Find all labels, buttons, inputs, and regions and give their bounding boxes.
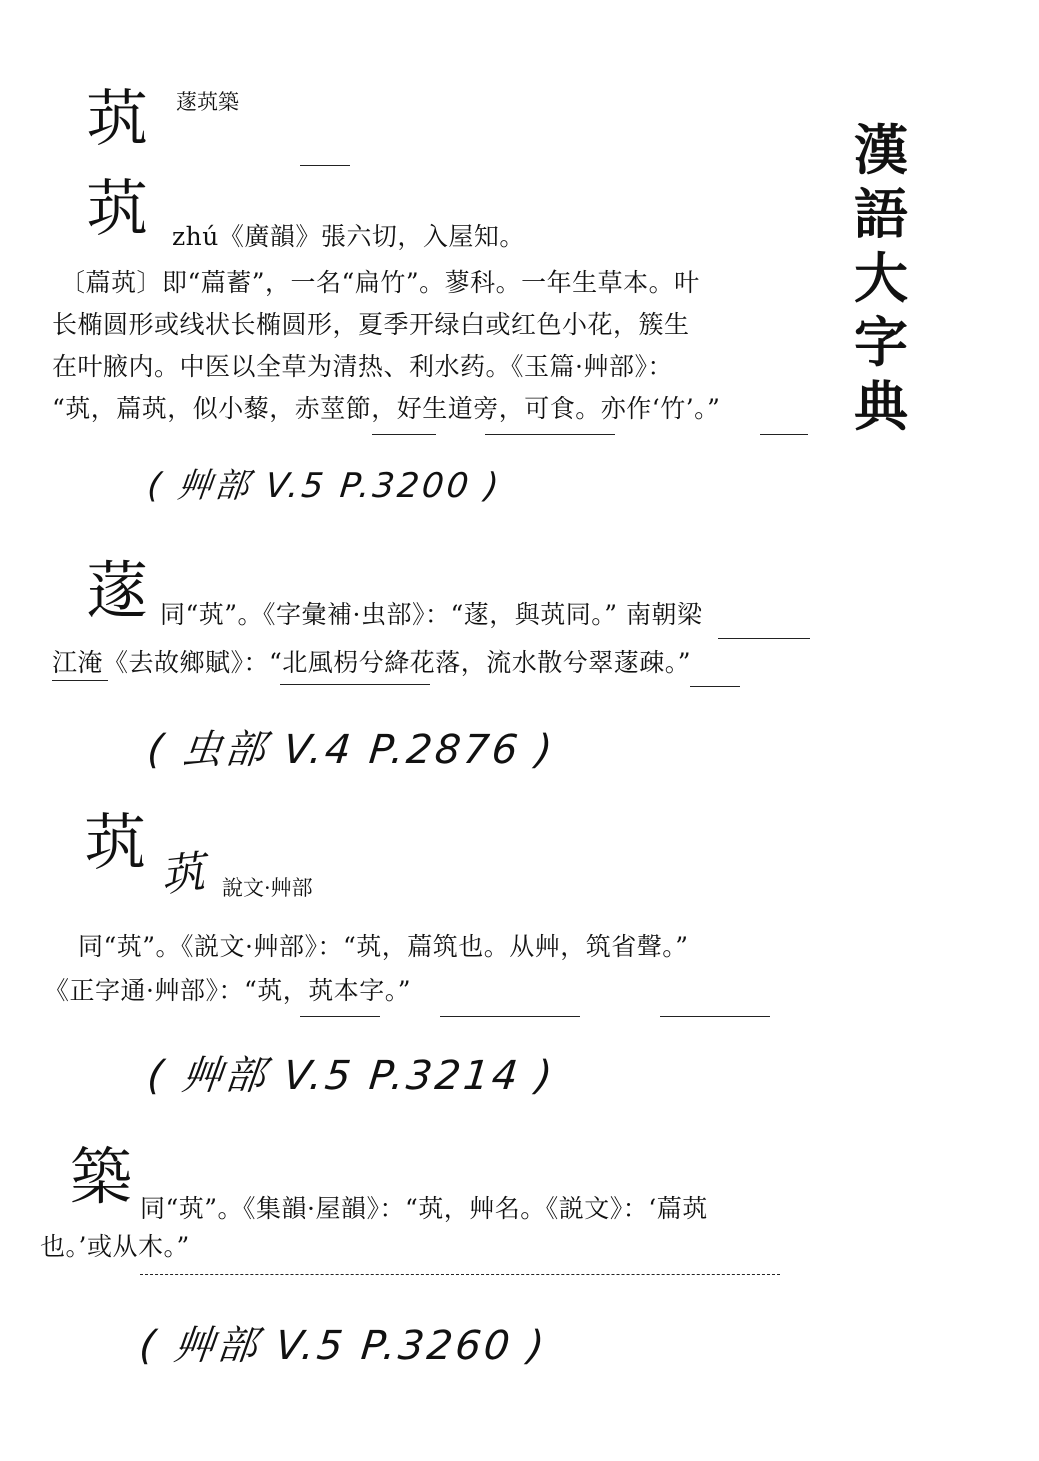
underline — [760, 434, 808, 435]
pronunciation: zhú《廣韻》張六切，入屋知。 — [172, 222, 525, 251]
variant-forms: 蓫茿築 — [176, 90, 239, 114]
definition-line: 在叶腋内。中医以全草为清热、利水药。《玉篇·艸部》： — [52, 352, 673, 381]
headword: 茿 — [84, 806, 147, 879]
underline — [718, 638, 810, 639]
definition-line: “茿，萹茿，似小藜，赤莖節，好生道旁，可食。亦作‘竹’。” — [52, 394, 721, 423]
seal-source: 說文·艸部 — [222, 876, 313, 900]
title-char: 漢 — [854, 118, 908, 182]
title-char: 大 — [854, 246, 908, 310]
underline — [300, 165, 350, 166]
definition-line: 〔萹茿〕即“萹蓄”，一名“扁竹”。蓼科。一年生草本。叶 — [60, 268, 700, 297]
underline — [300, 1016, 380, 1017]
handwritten-reference: ( 虫部 V.4 P.2876 ) — [145, 727, 558, 773]
handwritten-reference: ( 艸部 V.5 P.3200 ) — [145, 466, 504, 506]
definition-line: 也。’或从木。” — [40, 1232, 190, 1261]
definition-line: 同“茿”。《字彙補·虫部》：“蓫，與茿同。” 南朝梁 — [160, 600, 703, 629]
underline — [690, 686, 740, 687]
definition-line: 《正字通·艸部》：“茿，茿本字。” — [44, 976, 412, 1005]
underline — [485, 434, 615, 435]
underline — [660, 1016, 770, 1017]
headword: 蓫 — [86, 554, 149, 627]
title-char: 字 — [854, 310, 908, 374]
definition-line: 江淹《去故鄉賦》：“北風枴兮絳花落，流水散兮翠蓫疎。” — [52, 648, 692, 677]
title-char: 語 — [854, 182, 908, 246]
headword: 築 — [70, 1140, 133, 1213]
underline — [140, 1274, 780, 1275]
underline — [280, 684, 430, 685]
headword: 茿 — [86, 172, 149, 245]
definition-line: 长椭圆形或线状长椭圆形，夏季开绿白或红色小花，簇生 — [52, 310, 690, 339]
title-char: 典 — [854, 374, 908, 438]
handwritten-reference: ( 艸部 V.5 P.3260 ) — [137, 1323, 550, 1369]
dictionary-title — [850, 118, 912, 438]
headword: 茿 — [86, 82, 149, 155]
underline — [372, 434, 436, 435]
seal-script-glyph: 茿 — [157, 846, 208, 903]
definition-line: 同“茿”。《説文·艸部》：“茿，萹筑也。从艸，筑省聲。” — [78, 932, 689, 961]
definition-line: 同“茿”。《集韻·屋韻》：“茿，艸名。《説文》：‘萹茿 — [140, 1194, 708, 1223]
underline — [440, 1016, 580, 1017]
handwritten-reference: ( 艸部 V.5 P.3214 ) — [145, 1053, 558, 1099]
underline — [52, 680, 108, 681]
